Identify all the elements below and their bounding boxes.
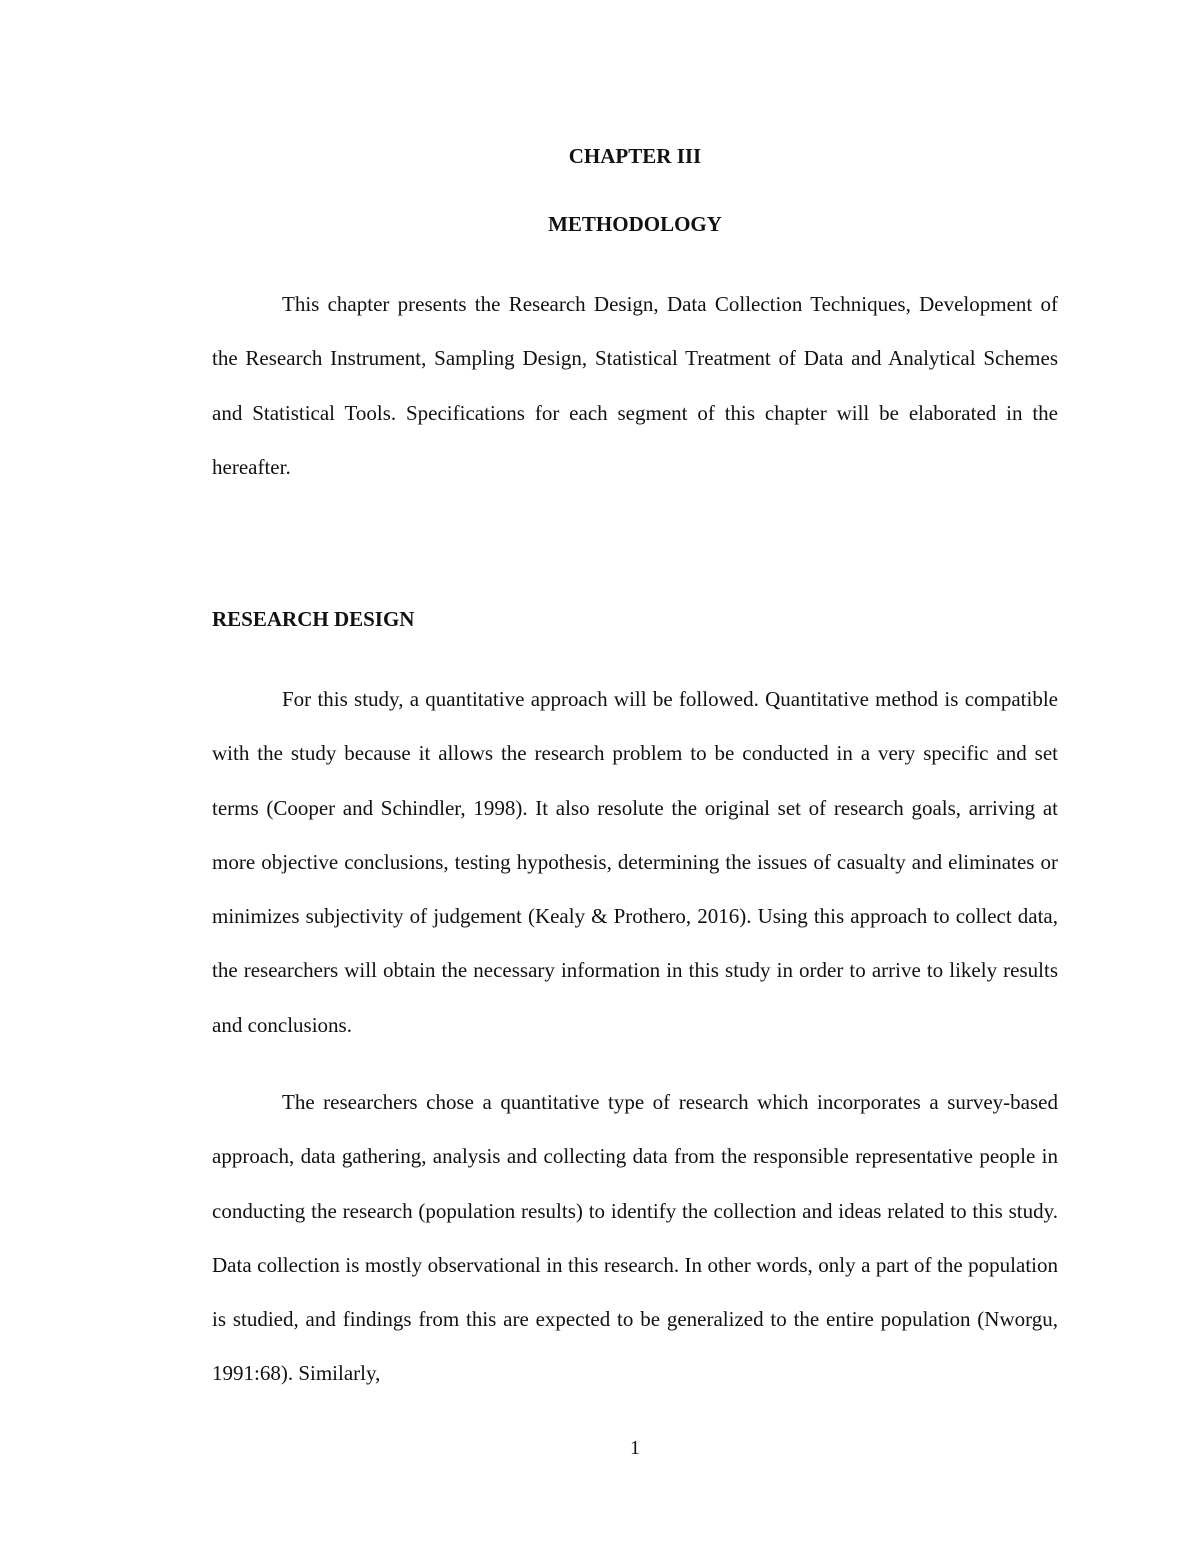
intro-paragraph: This chapter presents the Research Design, Data Collection Techniques, Development of the Research Instrument, Sampling Design, Statistical Treatment of Data and Analytical Schemes and Statistical Tools. Specifications for each segment of this chapter will be elaborated in the hereafter. bbox=[212, 292, 1058, 479]
research-design-paragraph-2: The researchers chose a quantitative type of research which incorporates a survey-based approach, data gathering, analysis and collecting data from the responsible representative people in conducting the research (population results) to identify the collection and ideas related to this study. Data collection is mostly observational in this research. In other words, only a part of the population is studied, and findings from this are expected to be generalized to the entire population (Nworgu, 1991:68). Similarly, bbox=[212, 1090, 1058, 1386]
chapter-title-heading: METHODOLOGY bbox=[548, 212, 722, 236]
section-heading-research-design: RESEARCH DESIGN bbox=[212, 607, 415, 631]
page-number: 1 bbox=[630, 1437, 640, 1459]
chapter-number-heading: CHAPTER III bbox=[568, 144, 702, 168]
research-design-paragraph-1: For this study, a quantitative approach will be followed. Quantitative method is compatible with the study because it allows the research problem to be conducted in a very specific and set terms (Cooper and Schindler, 1998). It also resolute the original set of research goals, arriving at more objective conclusions, testing hypothesis, determining the issues of casualty and eliminates or minimizes subjectivity of judgement (Kealy & Prothero, 2016). Using this approach to collect data, the researchers will obtain the necessary information in this study in order to arrive to likely results and conclusions. bbox=[212, 687, 1058, 1037]
